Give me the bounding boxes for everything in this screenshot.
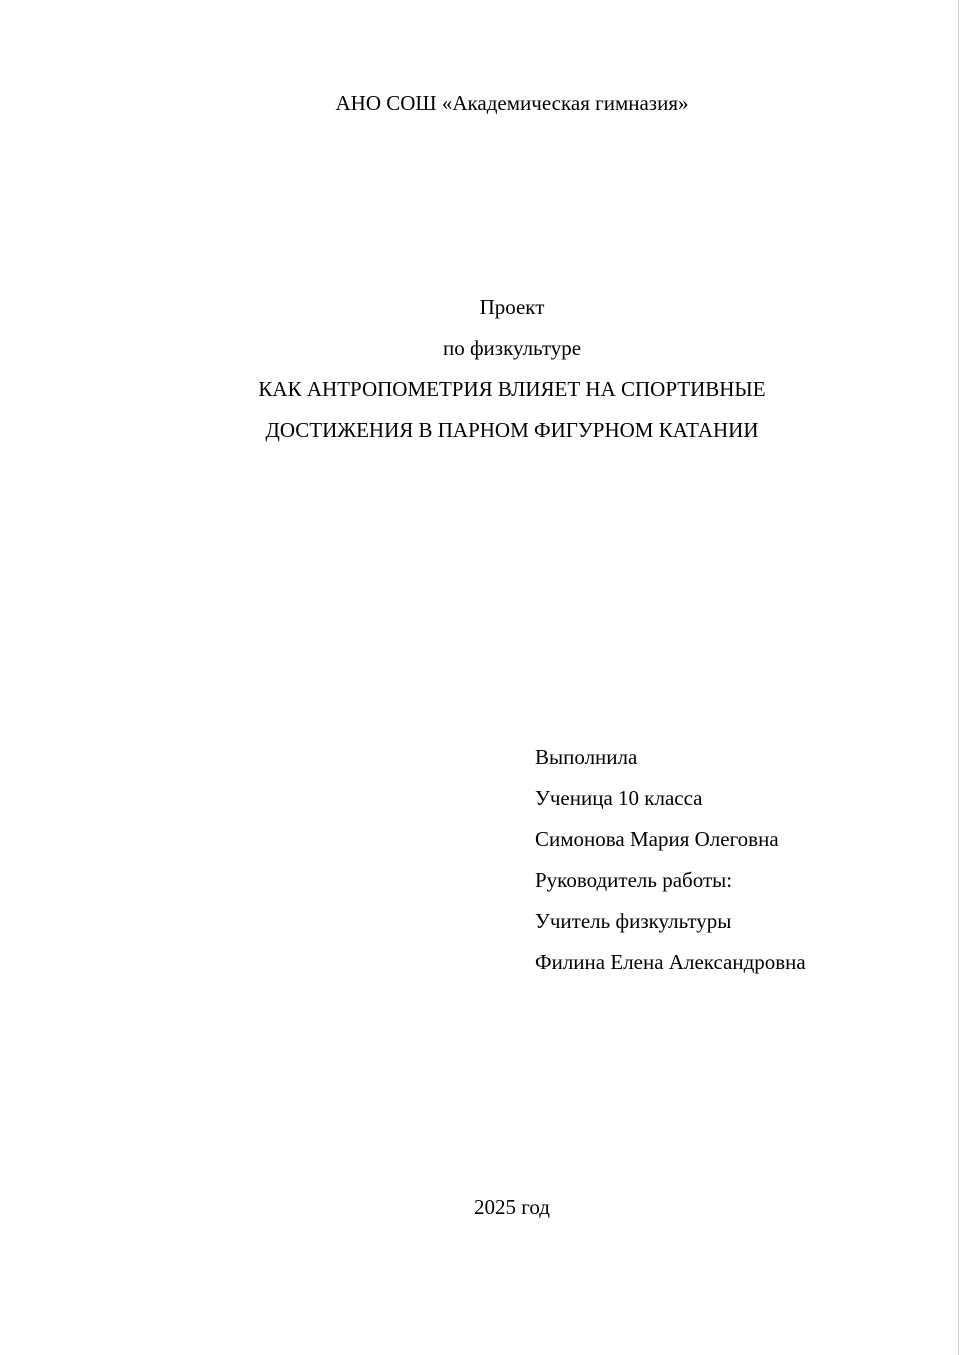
supervisor-position: Учитель физкультуры — [535, 909, 732, 933]
author-grade: Ученица 10 класса — [535, 786, 703, 810]
supervisor-label: Руководитель работы: — [535, 868, 733, 892]
document-year: 2025 год — [474, 1195, 550, 1219]
project-subject: по физкультуре — [442, 336, 582, 360]
school-name: АНО СОШ «Академическая гимназия» — [335, 91, 689, 115]
project-title-line-2: ДОСТИЖЕНИЯ В ПАРНОМ ФИГУРНОМ КАТАНИИ — [265, 418, 759, 442]
author-label: Выполнила — [535, 745, 638, 769]
supervisor-name: Филина Елена Александровна — [535, 950, 806, 974]
project-title-line-1: КАК АНТРОПОМЕТРИЯ ВЛИЯЕТ НА СПОРТИВНЫЕ — [258, 377, 766, 401]
project-label: Проект — [479, 295, 545, 319]
author-name: Симонова Мария Олеговна — [535, 827, 779, 851]
